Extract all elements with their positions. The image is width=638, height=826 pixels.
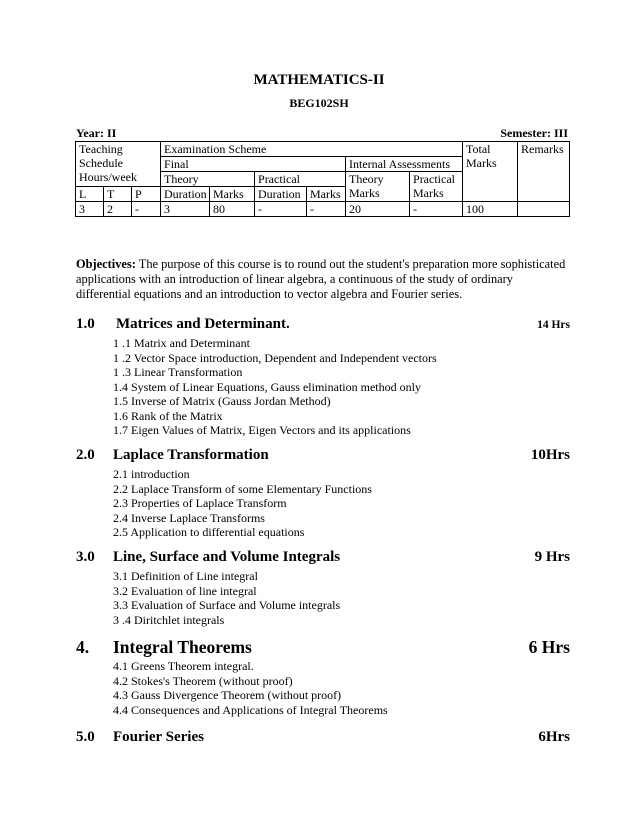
table-cell: 20 — [346, 202, 410, 217]
table-row — [76, 142, 570, 157]
section-title: Matrices and Determinant. — [116, 316, 290, 332]
list-item: 3.2 Evaluation of line integral — [113, 583, 257, 598]
list-item: 1.5 Inverse of Matrix (Gauss Jordan Method) — [113, 394, 331, 408]
table-row — [76, 202, 570, 217]
practical-header: Practical — [255, 172, 346, 187]
section-title: Laplace Transformation — [113, 447, 269, 463]
list-item: 2.1 introduction — [113, 467, 190, 481]
topic-list — [76, 336, 570, 438]
list-item: 2.3 Properties of Laplace Transform — [113, 496, 287, 510]
total-marks-header: Total Marks — [463, 142, 518, 202]
section-matrices — [76, 316, 570, 438]
examination-scheme-table — [75, 141, 570, 217]
list-item: 1.7 Eigen Values of Matrix, Eigen Vectors and its applications — [113, 423, 411, 437]
section-heading — [76, 549, 570, 569]
section-hours: 10Hrs — [530, 447, 570, 463]
section-heading — [76, 637, 570, 659]
table-cell: 100 — [463, 202, 518, 217]
section-hours: 9 Hrs — [534, 549, 570, 565]
table-cell: - — [410, 202, 463, 217]
list-item: 4.4 Consequences and Applications of Integral Theorems — [113, 702, 388, 717]
list-item: 4.2 Stokes's Theorem (without proof) — [113, 673, 293, 688]
section-number: 3.0 — [76, 549, 95, 565]
list-item: 3 .4 Diritchlet integrals — [113, 612, 225, 627]
section-heading — [76, 447, 570, 467]
section-number: 5.0 — [76, 729, 95, 745]
teaching-schedule-header: Teaching Schedule Hours/week — [76, 142, 161, 187]
list-item: 1.6 Rank of the Matrix — [113, 408, 223, 423]
table-cell: - — [132, 202, 161, 217]
section-hours: 6Hrs — [538, 729, 570, 745]
objectives-text: The purpose of this course is to round out the student's preparation more sophisticated applications with an introduction of linear algebra, a continuous of the study of ordinary differential equations and an introduction to vector algebra and Fourier series. — [76, 257, 566, 301]
section-hours: 14 Hrs — [537, 319, 570, 331]
practical-marks-header: Practical Marks — [410, 172, 463, 202]
list-item: 1 .1 Matrix and Determinant — [113, 336, 250, 350]
table-cell: 3 — [76, 202, 104, 217]
section-number: 1.0 — [76, 316, 95, 332]
remarks-header: Remarks — [518, 142, 570, 202]
list-item: 2.5 Application to differential equations — [113, 525, 305, 539]
table-cell: Marks — [307, 187, 346, 202]
course-title: MATHEMATICS-II — [253, 72, 385, 88]
section-integrals — [76, 549, 570, 627]
final-header: Final — [161, 157, 346, 172]
objectives-paragraph — [76, 257, 570, 302]
table-cell: - — [255, 202, 307, 217]
theory-header: Theory — [161, 172, 255, 187]
section-fourier — [76, 729, 570, 749]
table-cell: 3 — [161, 202, 210, 217]
table-cell: P — [132, 187, 161, 202]
list-item: 4.3 Gauss Divergence Theorem (without proof) — [113, 688, 342, 702]
section-heading — [76, 316, 570, 336]
table-cell: Duration — [255, 187, 307, 202]
theory-marks-header: Theory Marks — [346, 172, 410, 202]
section-title: Line, Surface and Volume Integrals — [113, 549, 341, 565]
section-integral-theorems — [76, 637, 570, 717]
section-number: 4. — [76, 637, 90, 657]
list-item: 2.2 Laplace Transform of some Elementary Functions — [113, 481, 372, 496]
internal-assessments-header: Internal Assessments — [346, 157, 463, 172]
table-cell — [518, 202, 570, 217]
objectives-label: Objectives: — [76, 257, 136, 271]
list-item: 3.3 Evaluation of Surface and Volume integrals — [113, 598, 341, 612]
topic-list — [76, 569, 570, 627]
section-laplace — [76, 447, 570, 540]
table-cell: - — [307, 202, 346, 217]
section-title: Integral Theorems — [113, 637, 252, 657]
table-cell: Duration — [161, 187, 210, 202]
table-cell: 2 — [104, 202, 132, 217]
examination-scheme-header: Examination Scheme — [161, 142, 463, 157]
section-heading — [76, 729, 570, 749]
list-item: 2.4 Inverse Laplace Transforms — [113, 510, 265, 525]
course-code: BEG102SH — [289, 96, 349, 110]
table-cell: L — [76, 187, 104, 202]
table-cell: 80 — [210, 202, 255, 217]
topic-list — [76, 467, 570, 540]
section-hours: 6 Hrs — [528, 637, 570, 657]
list-item: 1.4 System of Linear Equations, Gauss elimination method only — [113, 379, 421, 394]
list-item: 1 .3 Linear Transformation — [113, 365, 243, 379]
list-item: 1 .2 Vector Space introduction, Dependent and Independent vectors — [113, 350, 437, 365]
year-label: Year: II — [76, 126, 117, 140]
semester-label: Semester: III — [500, 126, 568, 140]
table-cell: Marks — [210, 187, 255, 202]
table-cell: T — [104, 187, 132, 202]
section-title: Fourier Series — [113, 729, 204, 745]
section-number: 2.0 — [76, 447, 95, 463]
list-item: 3.1 Definition of Line integral — [113, 569, 258, 583]
topic-list — [76, 659, 570, 717]
list-item: 4.1 Greens Theorem integral. — [113, 659, 254, 673]
